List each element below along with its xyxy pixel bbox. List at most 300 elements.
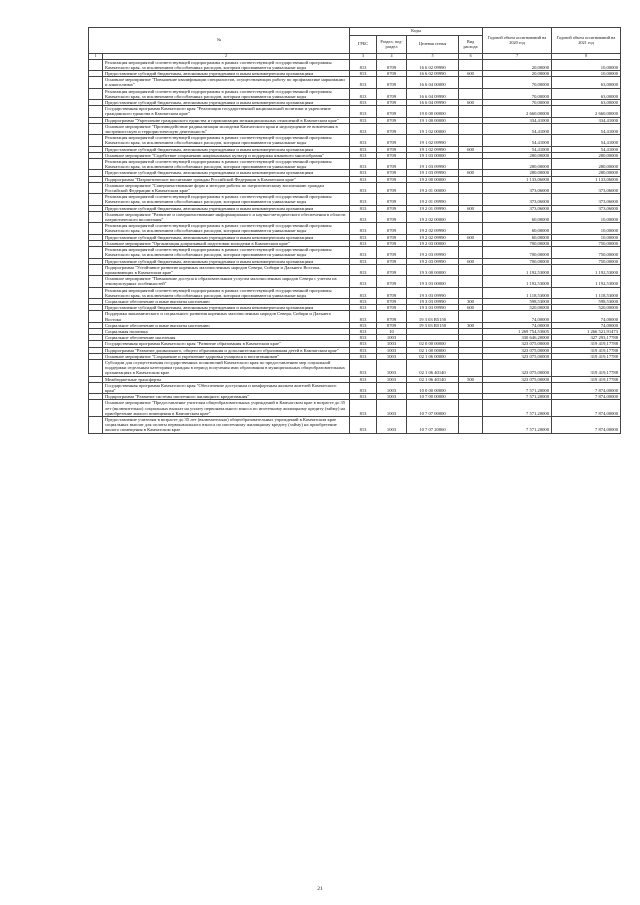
row-name-cell: Основное мероприятие "Повышение квалификации специалистов, осуществляющих работу по профилактике наркомании и алкоголизма" [103, 77, 350, 88]
row-name-cell: Государственная программа Камчатского края "Обеспечение доступным и комфортным жильем жителей Камчатского края" [103, 382, 350, 393]
row-csr-cell: 19 1 00 00000 [407, 117, 459, 123]
row-2020-cell: 334,41000 [483, 117, 552, 123]
row-csr-cell: 19 2 01 09990 [407, 205, 459, 211]
column-number: 6 [459, 54, 483, 60]
row-name-cell: Социальное обеспечение и иные выплаты населению [103, 298, 350, 304]
row-2020-cell: 280,00000 [483, 152, 552, 158]
row-razdel-cell: 0709 [377, 247, 407, 258]
row-index-cell [89, 88, 103, 99]
row-csr-cell: 19 3 03 09990 [407, 305, 459, 311]
row-csr-cell: 10 7 00 00000 [407, 394, 459, 400]
row-grbs-cell: 813 [350, 71, 377, 77]
table-row [89, 211, 621, 222]
row-2021-cell: 327 293,17788 [552, 335, 621, 341]
row-grbs-cell: 813 [350, 234, 377, 240]
row-grbs-cell: 813 [350, 106, 377, 117]
row-csr-cell: 02 1 06 40140 [407, 376, 459, 382]
row-name-cell: Основное мероприятие "Развитие и совершенствование информационного и научно-методического обеспечения в области патриотического воспитания" [103, 211, 350, 222]
row-csr-cell: 02 1 06 40140 [407, 359, 459, 376]
row-csr-cell: 02 0 00 00000 [407, 341, 459, 347]
row-2021-cell: 319 419,17788 [552, 347, 621, 353]
row-index-cell [89, 194, 103, 205]
row-name-cell: Предоставление субсидий бюджетным, автономным учреждениям и иным некоммерческим организациям [103, 205, 350, 211]
row-name-cell: Предоставление субсидий бюджетным, автономным учреждениям и иным некоммерческим организациям [103, 100, 350, 106]
row-csr-cell: 19 2 03 09990 [407, 247, 459, 258]
table-row [89, 88, 621, 99]
row-2020-cell: 60,00000 [483, 234, 552, 240]
row-2021-cell: 319 419,17788 [552, 353, 621, 359]
row-vid-cell: 600 [459, 234, 483, 240]
row-name-cell: Основное мероприятие "Организация допризывной подготовки молодежи в Камчатском крае" [103, 240, 350, 246]
row-grbs-cell: 813 [350, 416, 377, 433]
header-number: № [89, 28, 350, 54]
column-number: 3 [350, 54, 377, 60]
row-grbs-cell: 813 [350, 170, 377, 176]
row-2021-cell: 598,53000 [552, 298, 621, 304]
table-row [89, 276, 621, 287]
row-2021-cell: 10,00000 [552, 211, 621, 222]
row-razdel-cell: 1003 [377, 382, 407, 393]
row-name-cell: Предоставление учителям в возрасте до 35 лет (включительно) общеобразовательных учреждений в Камчатском крае социальных выплат для оплаты первоначального взноса по ипотечному жилищному кредиту (займу) на приобретение жилого помещения в Камчатском крае [103, 416, 350, 433]
row-csr-cell: 19 2 02 09990 [407, 223, 459, 234]
row-grbs-cell: 813 [350, 382, 377, 393]
row-razdel-cell: 1003 [377, 394, 407, 400]
row-csr-cell: 10 7 07 20060 [407, 416, 459, 433]
row-csr-cell: 19 2 02 09990 [407, 234, 459, 240]
row-csr-cell: 02 1 06 00000 [407, 353, 459, 359]
row-csr-cell: 16 6 04 09990 [407, 100, 459, 106]
row-csr-cell: 02 1 00 00000 [407, 347, 459, 353]
row-index-cell [89, 382, 103, 393]
row-name-cell: Предоставление субсидий бюджетным, автономным учреждениям и иным некоммерческим организациям [103, 71, 350, 77]
row-csr-cell: 19 3 03 R5150 [407, 322, 459, 328]
row-name-cell: Государственная программа Камчатского края "Развитие образования в Камчатском крае" [103, 341, 350, 347]
row-2020-cell: 520,00000 [483, 305, 552, 311]
row-vid-cell: 600 [459, 258, 483, 264]
row-2021-cell: 10,00000 [552, 223, 621, 234]
row-razdel-cell: 0709 [377, 311, 407, 322]
row-grbs-cell: 813 [350, 353, 377, 359]
row-vid-cell [459, 311, 483, 322]
row-grbs-cell: 813 [350, 359, 377, 376]
header-razdel: Раздел, под- раздел [377, 36, 407, 54]
row-vid-cell [459, 88, 483, 99]
row-2020-cell: 1 118,53000 [483, 287, 552, 298]
row-vid-cell [459, 194, 483, 205]
row-2020-cell: 7 571,20000 [483, 416, 552, 433]
row-2021-cell: 1 192,53000 [552, 276, 621, 287]
row-2021-cell: 1 118,53000 [552, 287, 621, 298]
row-2020-cell: 7 571,20000 [483, 400, 552, 417]
row-grbs-cell: 813 [350, 394, 377, 400]
header-grbs: ГРБС [350, 36, 377, 54]
column-number: 1 [89, 54, 103, 60]
row-2020-cell: 20,00000 [483, 71, 552, 77]
row-csr-cell: 19 2 03 09990 [407, 258, 459, 264]
row-name-cell: Социальная политика [103, 328, 350, 334]
row-grbs-cell: 813 [350, 341, 377, 347]
row-razdel-cell: 0709 [377, 322, 407, 328]
row-2020-cell: 60,00000 [483, 211, 552, 222]
row-razdel-cell: 0709 [377, 276, 407, 287]
row-2021-cell: 63,00000 [552, 77, 621, 88]
row-2021-cell: 373,06000 [552, 182, 621, 193]
row-2020-cell: 330 646,20000 [483, 335, 552, 341]
row-2020-cell: 700,00000 [483, 240, 552, 246]
row-name-cell: Реализация мероприятий соответствующей подпрограммы в рамках соответствующей государственной программы Камчатского края, за исключением обособленных расходов, которым присваиваются уникальные коды [103, 247, 350, 258]
row-vid-cell [459, 159, 483, 170]
row-grbs-cell: 813 [350, 347, 377, 353]
table-row [89, 123, 621, 134]
row-index-cell [89, 211, 103, 222]
row-csr-cell: 19 0 00 00000 [407, 106, 459, 117]
row-name-cell: Предоставление субсидий бюджетным, автономным учреждениям и иным некоммерческим организациям [103, 146, 350, 152]
row-grbs-cell: 813 [350, 123, 377, 134]
row-razdel-cell: 0709 [377, 100, 407, 106]
row-2020-cell: 280,00000 [483, 170, 552, 176]
row-2021-cell: 7 874,00000 [552, 416, 621, 433]
row-name-cell: Реализация мероприятий соответствующей подпрограммы в рамках соответствующей государственной программы Камчатского края, за исключением обособленных расходов, которым присваиваются уникальные коды [103, 287, 350, 298]
row-razdel-cell: 0709 [377, 182, 407, 193]
row-vid-cell [459, 135, 483, 146]
row-2020-cell: 74,00000 [483, 311, 552, 322]
row-name-cell: Основное мероприятие "Сохранение и укрепление здоровья учащихся и воспитанников" [103, 353, 350, 359]
row-2021-cell: 1 266 521,91473 [552, 328, 621, 334]
row-2020-cell: 7 571,20000 [483, 382, 552, 393]
row-vid-cell [459, 276, 483, 287]
row-grbs-cell: 813 [350, 298, 377, 304]
row-csr-cell: 19 2 00 00000 [407, 176, 459, 182]
row-razdel-cell: 1003 [377, 347, 407, 353]
row-grbs-cell: 813 [350, 59, 377, 70]
row-2020-cell: 1 192,53000 [483, 264, 552, 275]
row-razdel-cell: 0709 [377, 211, 407, 222]
row-2020-cell: 54,41000 [483, 146, 552, 152]
row-2020-cell: 323 075,00000 [483, 376, 552, 382]
column-number: 4 [377, 54, 407, 60]
row-csr-cell: 16 6 02 09990 [407, 59, 459, 70]
row-name-cell: Основное мероприятие "Повышение доступа к образовательным услугам малочисленных народов Севера с учетом их этнокультурных особенностей" [103, 276, 350, 287]
row-vid-cell: 600 [459, 305, 483, 311]
row-name-cell: Поддержка экономического и социального развития коренных малочисленных народов Севера, Сибири и Дальнего Востока [103, 311, 350, 322]
row-name-cell: Подпрограмма "Патриотическое воспитание граждан Российской Федерации в Камчатском крае" [103, 176, 350, 182]
row-name-cell: Основное мероприятие "Содействие сохранению национальных культур и поддержка языкового многообразия" [103, 152, 350, 158]
row-razdel-cell: 0709 [377, 205, 407, 211]
row-2021-cell: 63,00000 [552, 100, 621, 106]
row-razdel-cell: 0709 [377, 88, 407, 99]
row-2020-cell: 1 192,53000 [483, 276, 552, 287]
row-2020-cell: 373,06000 [483, 194, 552, 205]
row-index-cell [89, 311, 103, 322]
table-row [89, 159, 621, 170]
table-row [89, 311, 621, 322]
row-2020-cell: 7 571,20000 [483, 394, 552, 400]
row-2020-cell: 54,41000 [483, 135, 552, 146]
row-2020-cell: 2 660,00000 [483, 106, 552, 117]
row-vid-cell [459, 287, 483, 298]
row-index-cell [89, 135, 103, 146]
row-index-cell [89, 264, 103, 275]
row-2021-cell: 2 660,00000 [552, 106, 621, 117]
row-razdel-cell: 0709 [377, 234, 407, 240]
row-vid-cell [459, 211, 483, 222]
row-grbs-cell: 813 [350, 194, 377, 205]
row-2020-cell: 54,41000 [483, 123, 552, 134]
row-2021-cell: 319 419,17788 [552, 341, 621, 347]
row-csr-cell: 19 1 02 09990 [407, 135, 459, 146]
row-2020-cell: 70,00000 [483, 100, 552, 106]
row-razdel-cell: 1003 [377, 335, 407, 341]
row-2021-cell: 319 419,17788 [552, 359, 621, 376]
row-csr-cell: 10 0 00 00000 [407, 382, 459, 393]
row-vid-cell: 600 [459, 71, 483, 77]
row-2021-cell: 750,00000 [552, 247, 621, 258]
row-grbs-cell: 813 [350, 88, 377, 99]
column-number: 2 [103, 54, 350, 60]
row-vid-cell: 600 [459, 205, 483, 211]
row-grbs-cell: 813 [350, 328, 377, 334]
row-2021-cell: 1 133,06000 [552, 176, 621, 182]
row-name-cell: Подпрограмма "Укрепление гражданского единства и гармонизация межнациональных отношений в Камчатском крае" [103, 117, 350, 123]
row-grbs-cell: 813 [350, 335, 377, 341]
row-2021-cell: 54,41000 [552, 123, 621, 134]
row-razdel-cell: 0709 [377, 77, 407, 88]
row-razdel-cell: 0709 [377, 152, 407, 158]
row-2020-cell: 60,00000 [483, 223, 552, 234]
table-row [89, 382, 621, 393]
row-name-cell: Основное мероприятие "Предоставление учителям общеобразовательных учреждений в Камчатском крае в возрасте до 35 лет (включительно) социальных выплат на уплату первоначального взноса по ипотечному жилищному кредиту (займу) на приобретение жилого помещения в Камчатском крае" [103, 400, 350, 417]
row-csr-cell: 19 1 03 09990 [407, 170, 459, 176]
row-grbs-cell: 813 [350, 176, 377, 182]
row-vid-cell [459, 416, 483, 433]
row-csr-cell: 19 2 01 00000 [407, 182, 459, 193]
row-vid-cell [459, 264, 483, 275]
row-grbs-cell: 813 [350, 100, 377, 106]
column-number: 5 [407, 54, 459, 60]
row-csr-cell: 16 6 02 09990 [407, 71, 459, 77]
row-2021-cell: 10,00000 [552, 59, 621, 70]
row-razdel-cell: 10 [377, 328, 407, 334]
header-csr: Целевая статья [407, 36, 459, 54]
row-csr-cell: 19 1 03 09990 [407, 159, 459, 170]
row-2021-cell: 74,00000 [552, 311, 621, 322]
row-2020-cell: 70,00000 [483, 77, 552, 88]
table-row [89, 59, 621, 70]
row-index-cell [89, 416, 103, 433]
row-name-cell: Реализация мероприятий соответствующей подпрограммы в рамках соответствующей государственной программы Камчатского края, за исключением обособленных расходов, которым присваиваются уникальные коды [103, 88, 350, 99]
row-name-cell: Предоставление субсидий бюджетным, автономным учреждениям и иным некоммерческим организациям [103, 234, 350, 240]
row-name-cell: Социальное обеспечение и иные выплаты населению [103, 322, 350, 328]
row-vid-cell: 600 [459, 100, 483, 106]
row-2020-cell: 700,00000 [483, 258, 552, 264]
row-2021-cell: 280,00000 [552, 152, 621, 158]
row-2020-cell: 323 075,00000 [483, 347, 552, 353]
row-index-cell [89, 223, 103, 234]
row-razdel-cell: 0709 [377, 176, 407, 182]
row-2021-cell: 74,00000 [552, 322, 621, 328]
row-2020-cell: 323 075,00000 [483, 359, 552, 376]
row-index-cell [89, 247, 103, 258]
table-row [89, 247, 621, 258]
row-name-cell: Реализация мероприятий соответствующей подпрограммы в рамках соответствующей государственной программы Камчатского края, за исключением обособленных расходов, которым присваиваются уникальные коды [103, 194, 350, 205]
table-row [89, 223, 621, 234]
row-razdel-cell: 0709 [377, 305, 407, 311]
table-row [89, 416, 621, 433]
row-vid-cell [459, 400, 483, 417]
row-vid-cell: 600 [459, 146, 483, 152]
row-grbs-cell: 813 [350, 287, 377, 298]
row-csr-cell: 10 7 07 00000 [407, 400, 459, 417]
row-csr-cell: 19 3 03 R5150 [407, 311, 459, 322]
column-number: 7 [483, 54, 552, 60]
row-vid-cell [459, 382, 483, 393]
row-2020-cell: 1 133,06000 [483, 176, 552, 182]
row-index-cell [89, 400, 103, 417]
row-razdel-cell: 0709 [377, 194, 407, 205]
row-grbs-cell: 813 [350, 400, 377, 417]
row-razdel-cell: 1003 [377, 376, 407, 382]
header-vid: Вид расхода [459, 36, 483, 54]
row-grbs-cell: 813 [350, 211, 377, 222]
row-grbs-cell: 813 [350, 240, 377, 246]
row-index-cell [89, 59, 103, 70]
table-body [89, 59, 621, 433]
budget-table [88, 27, 621, 434]
table-row [89, 287, 621, 298]
row-vid-cell: 300 [459, 298, 483, 304]
row-2020-cell: 280,00000 [483, 159, 552, 170]
row-2021-cell: 10,00000 [552, 71, 621, 77]
row-vid-cell [459, 223, 483, 234]
row-index-cell [89, 159, 103, 170]
row-2021-cell: 1 192,53000 [552, 264, 621, 275]
row-vid-cell [459, 106, 483, 117]
header-2020: Годовой объем ассигнований на 2020 год [483, 28, 552, 54]
row-grbs-cell: 813 [350, 182, 377, 193]
row-grbs-cell: 813 [350, 152, 377, 158]
row-2020-cell: 323 075,00000 [483, 353, 552, 359]
row-2020-cell: 700,00000 [483, 247, 552, 258]
row-name-cell: Реализация мероприятий соответствующей подпрограммы в рамках соответствующей государственной программы Камчатского края, за исключением обособленных расходов, которым присваиваются уникальные коды [103, 135, 350, 146]
row-2020-cell: 74,00000 [483, 322, 552, 328]
row-2021-cell: 54,41000 [552, 146, 621, 152]
row-2021-cell: 520,00000 [552, 305, 621, 311]
row-index-cell [89, 106, 103, 117]
row-razdel-cell: 1003 [377, 400, 407, 417]
table-row [89, 359, 621, 376]
row-2021-cell: 373,06000 [552, 205, 621, 211]
row-csr-cell: 19 1 02 09990 [407, 146, 459, 152]
row-name-cell: Социальное обеспечение населения [103, 335, 350, 341]
row-razdel-cell: 0709 [377, 117, 407, 123]
row-name-cell: Предоставление субсидий бюджетным, автономным учреждениям и иным некоммерческим организациям [103, 170, 350, 176]
table-row [89, 194, 621, 205]
row-2021-cell: 280,00000 [552, 159, 621, 170]
table-row [89, 264, 621, 275]
row-grbs-cell: 813 [350, 223, 377, 234]
row-csr-cell: 19 2 03 00000 [407, 240, 459, 246]
row-grbs-cell: 813 [350, 258, 377, 264]
row-2021-cell: 7 874,00000 [552, 400, 621, 417]
row-grbs-cell: 813 [350, 135, 377, 146]
table-row [89, 106, 621, 117]
row-razdel-cell: 0709 [377, 59, 407, 70]
row-razdel-cell: 0709 [377, 298, 407, 304]
row-grbs-cell: 813 [350, 376, 377, 382]
row-vid-cell [459, 182, 483, 193]
row-2021-cell: 10,00000 [552, 234, 621, 240]
row-razdel-cell: 0709 [377, 223, 407, 234]
row-2020-cell: 598,53000 [483, 298, 552, 304]
row-grbs-cell: 813 [350, 311, 377, 322]
row-vid-cell [459, 359, 483, 376]
row-2021-cell: 54,41000 [552, 135, 621, 146]
row-2021-cell: 7 874,00000 [552, 394, 621, 400]
row-razdel-cell: 0709 [377, 123, 407, 134]
row-razdel-cell: 0709 [377, 146, 407, 152]
table-row [89, 77, 621, 88]
row-2021-cell: 334,41000 [552, 117, 621, 123]
row-index-cell [89, 123, 103, 134]
row-grbs-cell: 813 [350, 205, 377, 211]
row-csr-cell: 19 2 02 00000 [407, 211, 459, 222]
row-name-cell: Реализация мероприятий соответствующей подпрограммы в рамках соответствующей государственной программы Камчатского края, за исключением обособленных расходов, которым присваиваются уникальные коды [103, 59, 350, 70]
row-razdel-cell: 0709 [377, 71, 407, 77]
row-name-cell: Реализация мероприятий соответствующей подпрограммы в рамках соответствующей государственной программы Камчатского края, за исключением обособленных расходов, которым присваиваются уникальные коды [103, 159, 350, 170]
row-razdel-cell: 0709 [377, 240, 407, 246]
row-grbs-cell: 813 [350, 264, 377, 275]
table-row [89, 400, 621, 417]
row-name-cell: Предоставление субсидий бюджетным, автономным учреждениям и иным некоммерческим организациям [103, 258, 350, 264]
row-name-cell: Подпрограмма "Развитие системы ипотечного жилищного кредитования" [103, 394, 350, 400]
row-2021-cell: 280,00000 [552, 170, 621, 176]
row-2021-cell: 750,00000 [552, 240, 621, 246]
row-name-cell: Подпрограмма "Устойчивое развитие коренных малочисленных народов Севера, Сибири и Дальнего Востока, проживающих в Камчатском крае" [103, 264, 350, 275]
row-vid-cell: 600 [459, 170, 483, 176]
row-grbs-cell: 813 [350, 322, 377, 328]
column-number: 8 [552, 54, 621, 60]
row-2021-cell: 750,00000 [552, 258, 621, 264]
row-grbs-cell: 813 [350, 146, 377, 152]
row-csr-cell: 19 2 01 09990 [407, 194, 459, 205]
row-name-cell: Основное мероприятие "Противодействие радикализации молодежи Камчатского края и недопущение ее вовлечения в экстремистскую и террористическую деятельность" [103, 123, 350, 134]
row-2020-cell: 20,00000 [483, 59, 552, 70]
row-vid-cell: 500 [459, 376, 483, 382]
row-2021-cell: 63,00000 [552, 88, 621, 99]
table-row [89, 135, 621, 146]
row-2021-cell: 373,06000 [552, 194, 621, 205]
row-grbs-cell: 813 [350, 247, 377, 258]
row-name-cell: Межбюджетные трансферты [103, 376, 350, 382]
row-csr-cell: 16 6 04 00000 [407, 77, 459, 88]
row-name-cell: Предоставление субсидий бюджетным, автономным учреждениям и иным некоммерческим организациям [103, 305, 350, 311]
row-2020-cell: 373,06000 [483, 182, 552, 193]
row-csr-cell: 19 3 03 09990 [407, 287, 459, 298]
row-vid-cell [459, 77, 483, 88]
row-grbs-cell: 813 [350, 276, 377, 287]
row-razdel-cell: 1003 [377, 341, 407, 347]
row-razdel-cell: 1003 [377, 359, 407, 376]
row-index-cell [89, 276, 103, 287]
row-name-cell: Подпрограмма "Развитие дошкольного, общего образования и дополнительного образования детей в Камчатском крае" [103, 347, 350, 353]
row-index-cell [89, 359, 103, 376]
row-csr-cell: 19 1 02 00000 [407, 123, 459, 134]
row-razdel-cell: 1003 [377, 353, 407, 359]
row-grbs-cell: 813 [350, 117, 377, 123]
row-razdel-cell: 0709 [377, 135, 407, 146]
row-razdel-cell: 0709 [377, 170, 407, 176]
row-razdel-cell: 0709 [377, 287, 407, 298]
